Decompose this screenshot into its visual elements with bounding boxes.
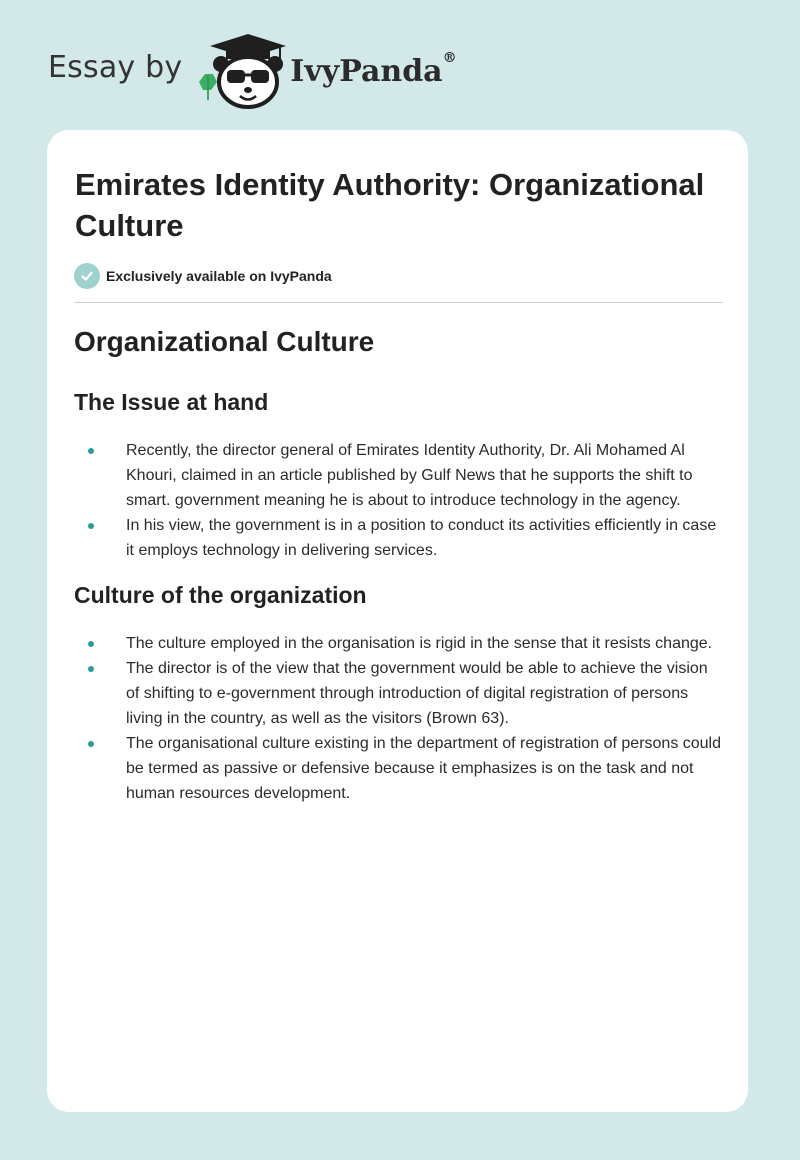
ivypanda-wordmark[interactable] bbox=[290, 49, 457, 89]
exclusive-badge bbox=[74, 263, 332, 289]
bullet-dot-icon bbox=[88, 666, 94, 672]
culture-bullet-list bbox=[74, 631, 724, 806]
list-item bbox=[74, 631, 724, 656]
issue-bullet-list bbox=[74, 438, 724, 563]
bullet-dot-icon bbox=[88, 523, 94, 529]
title-divider bbox=[74, 302, 723, 303]
check-icon bbox=[74, 263, 100, 289]
bullet-dot-icon bbox=[88, 741, 94, 747]
list-item bbox=[74, 656, 724, 731]
list-item-text: Recently, the director general of Emirates Identity Authority, Dr. Ali Mohamed Al Khouri, claimed in an article published by Gulf News that he supports the shift to smart. government meaning he is about to introduce technology in the agency. bbox=[126, 442, 693, 509]
panda-logo-icon[interactable] bbox=[196, 32, 288, 112]
exclusive-badge-text: Exclusively available on IvyPanda bbox=[106, 268, 332, 284]
list-item bbox=[74, 438, 724, 513]
bullet-dot-icon bbox=[88, 641, 94, 647]
section-heading-issue: The Issue at hand bbox=[74, 389, 269, 415]
list-item-text: The culture employed in the organisation is rigid in the sense that it resists change. bbox=[126, 635, 713, 652]
brand-name-text: IvyPanda bbox=[290, 53, 443, 89]
list-item-text: The director is of the view that the government would be able to achieve the vision of shifting to e-government through introduction of digital registration of persons living in the country, as well as the visitors (Brown 63). bbox=[126, 660, 708, 727]
list-item bbox=[74, 731, 724, 806]
list-item-text: In his view, the government is in a position to conduct its activities efficiently in case it employs technology in delivering services. bbox=[126, 517, 717, 559]
site-header bbox=[48, 32, 457, 112]
main-heading: Organizational Culture bbox=[74, 326, 375, 357]
bullet-dot-icon bbox=[88, 448, 94, 454]
registered-mark: ® bbox=[442, 49, 457, 66]
list-item bbox=[74, 513, 724, 563]
essay-card bbox=[47, 130, 748, 1112]
list-item-text: The organisational culture existing in the department of registration of persons could be termed as passive or defensive because it emphasizes is on the task and not human resources development. bbox=[126, 735, 722, 802]
essay-by-label: Essay by bbox=[48, 49, 183, 85]
section-heading-culture: Culture of the organization bbox=[74, 582, 367, 608]
essay-title: Emirates Identity Authority: Organizational Culture bbox=[75, 167, 705, 243]
